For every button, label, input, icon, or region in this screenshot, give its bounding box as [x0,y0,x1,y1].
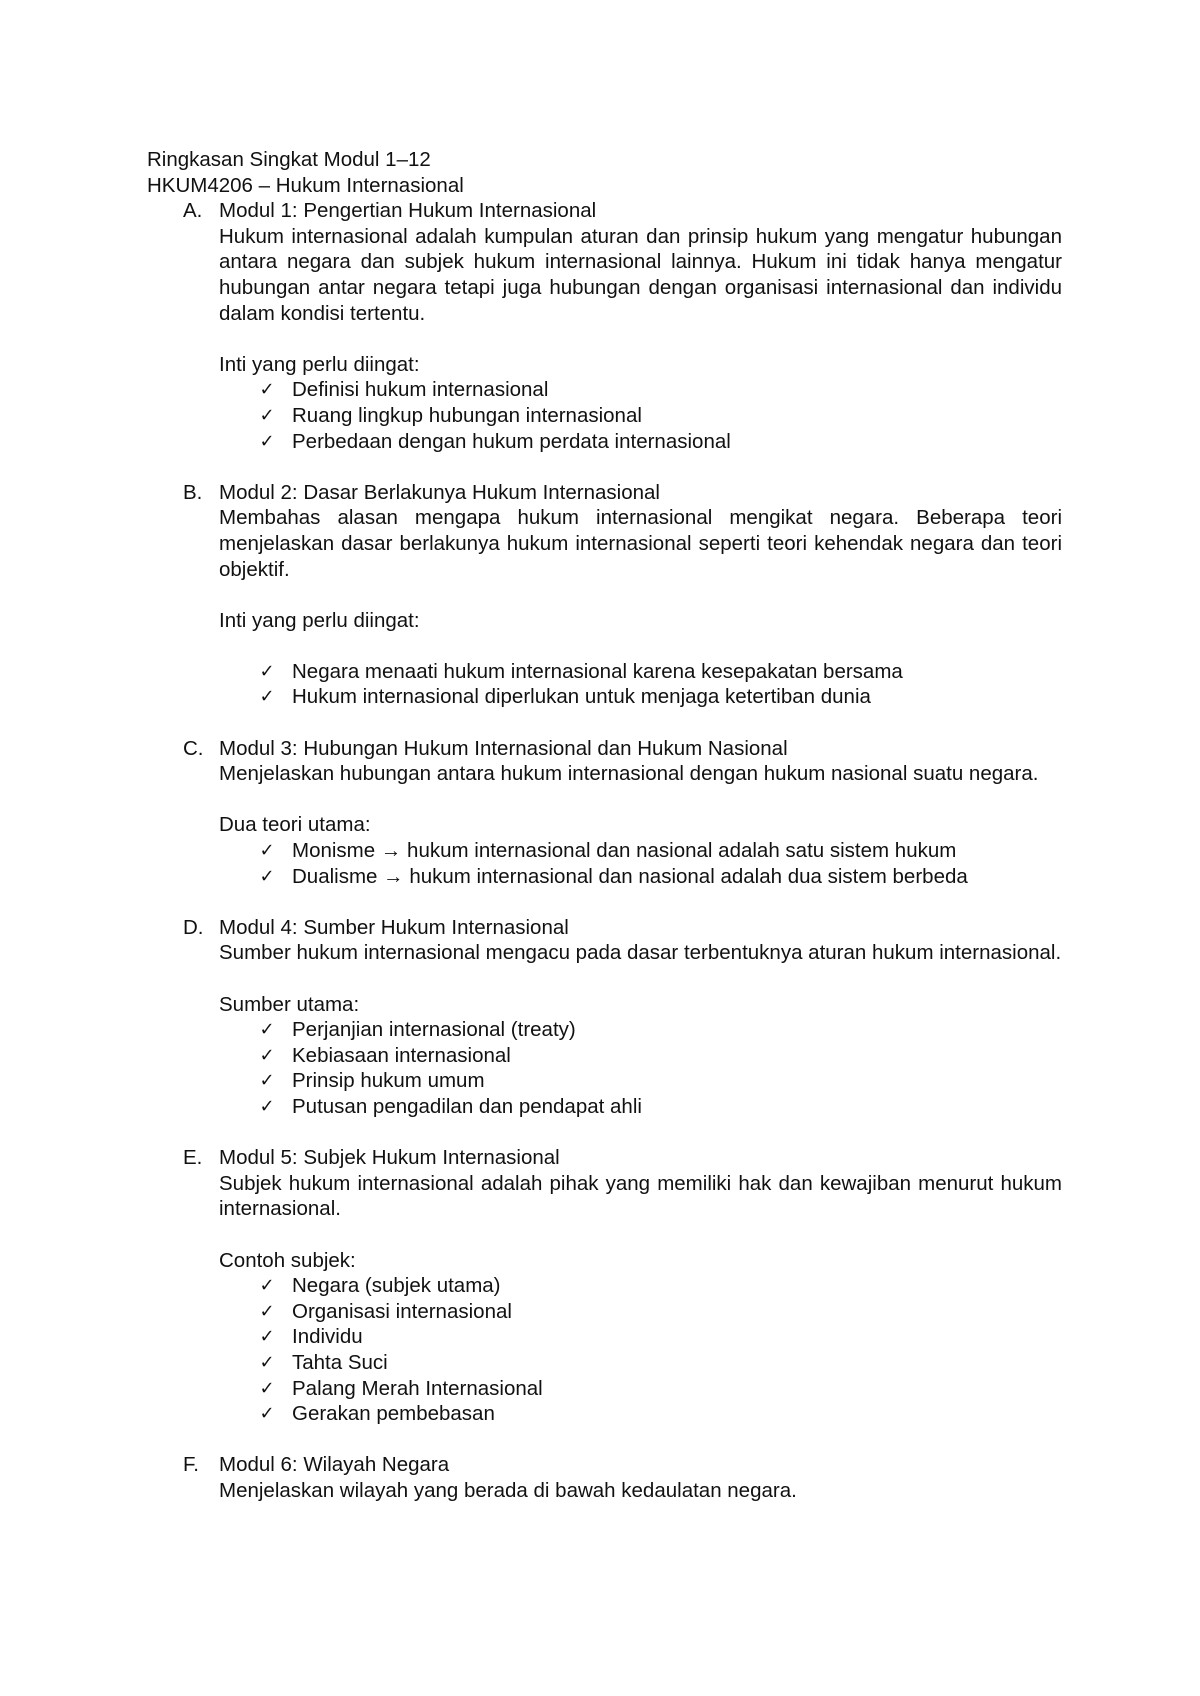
list-item: ✓ Negara menaati hukum internasional karena kesepakatan bersama [219,659,1067,685]
check-icon: ✓ [259,840,275,862]
section-paragraph: Menjelaskan wilayah yang berada di bawah kedaulatan negara. [219,1478,797,1502]
check-icon: ✓ [259,686,275,708]
checklist [219,1017,1067,1119]
document-title: Ringkasan Singkat Modul 1–12 [147,148,431,171]
section-lead: Inti yang perlu diingat: [219,608,420,632]
list-item: ✓ Organisasi internasional [219,1299,1067,1325]
check-icon: ✓ [259,865,275,887]
section-heading: Modul 4: Sumber Hukum Internasional [219,915,569,939]
section-paragraph: Menjelaskan hubungan antara hukum internasional dengan hukum nasional suatu negara. [219,762,1039,786]
check-icon: ✓ [259,1275,275,1297]
check-icon: ✓ [259,1326,275,1348]
list-item: ✓ Perjanjian internasional (treaty) [219,1017,1067,1043]
check-icon: ✓ [259,1300,275,1322]
check-icon: ✓ [259,1377,275,1399]
check-icon: ✓ [259,1044,275,1066]
check-icon: ✓ [259,1351,275,1373]
section-paragraph: Membahas alasan mengapa hukum internasional mengikat negara. Beberapa teori menjelaskan dasar berlakunya hukum internasional seperti teori kehendak negara dan teori objektif. [219,506,1062,581]
checklist [219,377,1067,454]
section-modul-6 [147,1452,1067,1503]
check-icon: ✓ [259,1095,275,1117]
section-modul-4 [147,915,1067,1120]
checklist [219,659,1067,710]
section-modul-5 [147,1145,1067,1427]
section-lead: Sumber utama: [219,992,360,1016]
document-body [147,147,1067,1503]
list-item: ✓ Negara (subjek utama) [219,1273,1067,1299]
check-icon: ✓ [259,1070,275,1092]
section-letter: C. [183,736,204,760]
section-letter: A. [183,199,203,223]
check-icon: ✓ [259,379,275,401]
section-letter: F. [183,1453,199,1477]
section-letter: B. [183,480,203,504]
section-heading: Modul 3: Hubungan Hukum Internasional dan Hukum Nasional [219,736,788,760]
section-lead: Inti yang perlu diingat: [219,352,420,376]
list-item: ✓ Kebiasaan internasional [219,1043,1067,1069]
section-paragraph: Hukum internasional adalah kumpulan aturan dan prinsip hukum yang mengatur hubungan antara negara dan subjek hukum internasional lainnya. Hukum ini tidak hanya mengatur hubungan antar negara tetapi juga hubungan dengan organisasi internasional dan individu dalam kondisi tertentu. [219,224,1062,325]
section-modul-2 [147,480,1067,710]
check-icon: ✓ [259,1403,275,1425]
section-lead: Contoh subjek: [219,1248,356,1272]
section-letter: D. [183,915,204,939]
section-modul-1 [147,198,1067,454]
section-heading: Modul 2: Dasar Berlakunya Hukum Internasional [219,480,660,504]
section-paragraph: Sumber hukum internasional mengacu pada dasar terbentuknya aturan hukum internasional. [219,941,1062,965]
list-item: ✓ Individu [219,1324,1067,1350]
list-item: ✓ Monisme → hukum internasional dan nasional adalah satu sistem hukum [219,838,1067,864]
section-heading: Modul 1: Pengertian Hukum Internasional [219,199,597,223]
list-item: ✓ Prinsip hukum umum [219,1068,1067,1094]
section-letter: E. [183,1146,203,1170]
check-icon: ✓ [259,660,275,682]
section-paragraph: Subjek hukum internasional adalah pihak yang memiliki hak dan kewajiban menurut hukum internasional. [219,1171,1062,1221]
section-modul-3 [147,736,1067,890]
list-item: ✓ Gerakan pembebasan [219,1401,1067,1427]
list-item: ✓ Palang Merah Internasional [219,1376,1067,1402]
check-icon: ✓ [259,1019,275,1041]
list-item: ✓ Definisi hukum internasional [219,377,1067,403]
section-lead: Dua teori utama: [219,813,371,837]
check-icon: ✓ [259,430,275,452]
list-item: ✓ Hukum internasional diperlukan untuk menjaga ketertiban dunia [219,684,1067,710]
checklist [219,838,1067,889]
section-heading: Modul 5: Subjek Hukum Internasional [219,1146,560,1170]
checklist [219,1273,1067,1427]
document-subtitle: HKUM4206 – Hukum Internasional [147,173,464,197]
list-item: ✓ Tahta Suci [219,1350,1067,1376]
list-item: ✓ Ruang lingkup hubungan internasional [219,403,1067,429]
list-item: ✓ Perbedaan dengan hukum perdata internasional [219,429,1067,455]
check-icon: ✓ [259,404,275,426]
list-item: ✓ Dualisme → hukum internasional dan nasional adalah dua sistem berbeda [219,864,1067,890]
section-heading: Modul 6: Wilayah Negara [219,1453,450,1477]
list-item: ✓ Putusan pengadilan dan pendapat ahli [219,1094,1067,1120]
